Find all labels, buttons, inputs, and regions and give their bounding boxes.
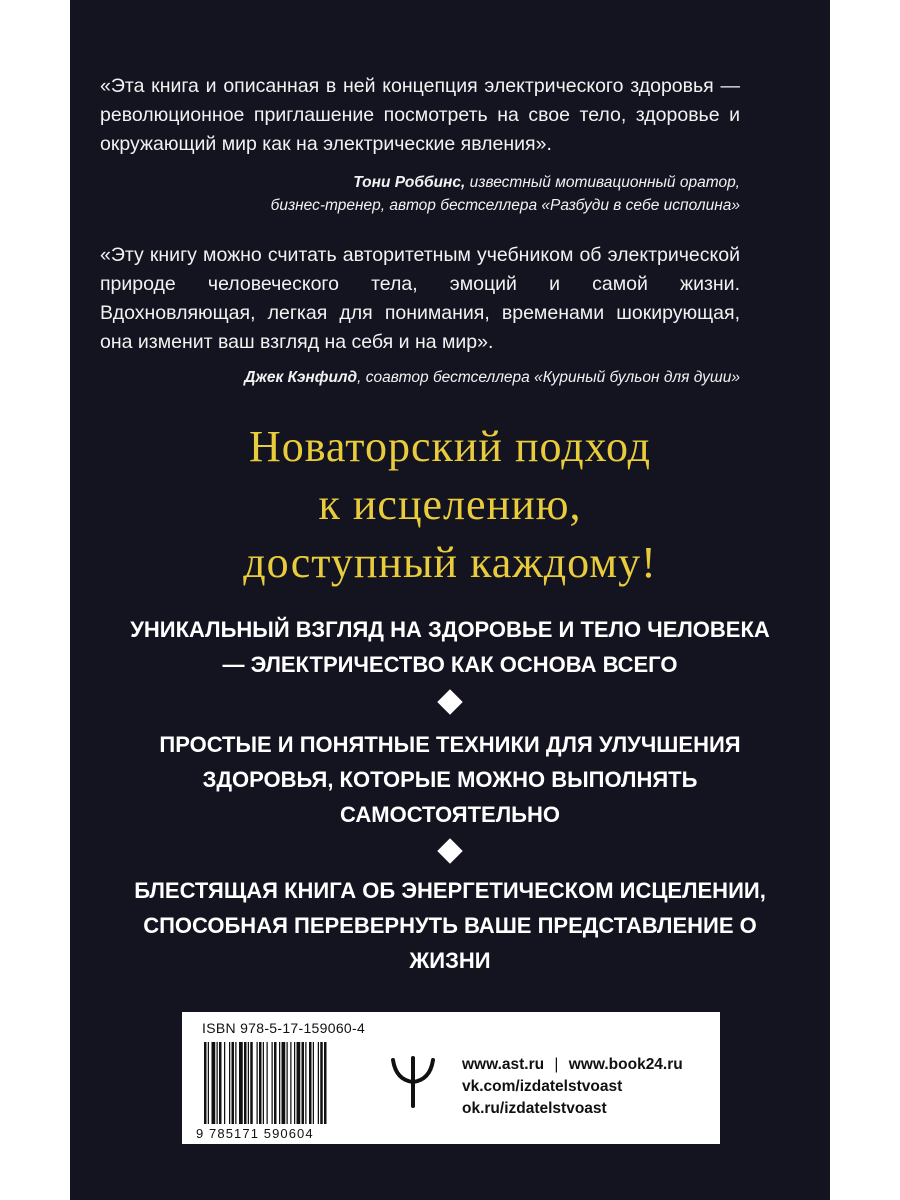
barcode-bar	[217, 1042, 218, 1124]
headline-line-3: доступный каждому!	[243, 538, 657, 587]
barcode-bar	[259, 1042, 262, 1124]
psi-logo-icon	[390, 1054, 436, 1110]
barcode-image	[202, 1042, 374, 1124]
barcode-bar	[224, 1042, 225, 1124]
feature-point-3: БЛЕСТЯЩАЯ КНИГА ОБ ЭНЕРГЕТИЧЕСКОМ ИСЦЕЛЕНИИ, СПОСОБНАЯ ПЕРЕВЕРНУТЬ ВАШЕ ПРЕДСТАВЛЕНИЕ О ЖИЗНИ	[134, 878, 766, 973]
quote-author-desc-1a: известный мотивационный оратор,	[469, 174, 740, 191]
quote-author-2: Джек Кэнфилд	[244, 369, 358, 386]
quote-attribution-2	[180, 366, 740, 389]
barcode-bar	[239, 1042, 243, 1124]
publisher-links	[462, 1054, 683, 1120]
quote-text-2: «Эту книгу можно считать авторитетным учебником об электрической природе человеческого тела, эмоций и самой жизни. Вдохновляющая, легкая для понимания, временами шокирующая, она изменит ваш взгляд на себя и на мир».	[100, 244, 740, 353]
barcode-bar	[305, 1042, 306, 1124]
link-book24[interactable]: www.book24.ru	[568, 1056, 683, 1073]
link-vk[interactable]: vk.com/izdatelstvoast	[462, 1078, 623, 1095]
quote-author-1: Тони Роббинс,	[353, 174, 466, 191]
barcode-bar	[250, 1042, 253, 1124]
barcode-bar	[287, 1042, 288, 1124]
barcode-bar	[290, 1042, 291, 1124]
barcode-bar	[318, 1042, 319, 1124]
barcode-bar	[219, 1042, 222, 1124]
barcode-bar	[320, 1042, 323, 1124]
headline-line-1: Новаторский подход	[248, 422, 652, 471]
quote-text-1: «Эта книга и описанная в ней концепция электрического здоровья — революционное приглашение посмотреть на свое тело, здоровье и окружающий мир как на электрические явления».	[100, 75, 740, 155]
barcode-bar	[294, 1042, 295, 1124]
link-separator: |	[554, 1056, 559, 1073]
barcode-bar	[232, 1042, 235, 1124]
link-ast[interactable]: www.ast.ru	[462, 1056, 545, 1073]
barcode-bar	[282, 1042, 286, 1124]
barcode-bar	[263, 1042, 264, 1124]
barcode-bar	[272, 1042, 273, 1124]
barcode-bar	[309, 1042, 312, 1124]
headline	[70, 418, 830, 592]
barcode-bar	[274, 1042, 277, 1124]
quote-author-desc-1b: бизнес-тренер, автор бестселлера «Разбуди в себе исполина»	[270, 197, 740, 214]
barcode-bar	[204, 1042, 207, 1124]
feature-point-1: УНИКАЛЬНЫЙ ВЗГЛЯД НА ЗДОРОВЬЕ И ТЕЛО ЧЕЛОВЕКА — ЭЛЕКТРИЧЕСТВО КАК ОСНОВА ВСЕГО	[130, 617, 770, 677]
publisher-info-panel	[182, 1012, 720, 1144]
barcode-bar	[208, 1042, 209, 1124]
quote-attribution-1	[180, 171, 740, 217]
barcode-bar	[324, 1042, 327, 1124]
barcode-bar	[279, 1042, 280, 1124]
barcode-bar	[313, 1042, 314, 1124]
barcode-bar	[257, 1042, 258, 1124]
quote-author-desc-2: , соавтор бестселлера «Куриный бульон для души»	[357, 369, 740, 386]
barcode-number: 9 785171 590604	[196, 1126, 314, 1141]
barcode-bar	[235, 1042, 236, 1124]
link-ok[interactable]: ok.ru/izdatelstvoast	[462, 1100, 607, 1117]
barcode-bar	[244, 1042, 247, 1124]
barcode-bar	[229, 1042, 230, 1124]
feature-point-2: ПРОСТЫЕ И ПОНЯТНЫЕ ТЕХНИКИ ДЛЯ УЛУЧШЕНИЯ ЗДОРОВЬЯ, КОТОРЫЕ МОЖНО ВЫПОЛНЯТЬ САМОСТОЯТЕЛЬНО	[159, 732, 741, 827]
isbn-label: ISBN 978-5-17-159060-4	[202, 1020, 366, 1036]
barcode-bar	[267, 1042, 268, 1124]
barcode-bar	[212, 1042, 216, 1124]
headline-line-2: к исцелению,	[318, 480, 582, 529]
barcode-bar	[302, 1042, 305, 1124]
barcode-bar	[248, 1042, 249, 1124]
barcode-bar	[297, 1042, 301, 1124]
